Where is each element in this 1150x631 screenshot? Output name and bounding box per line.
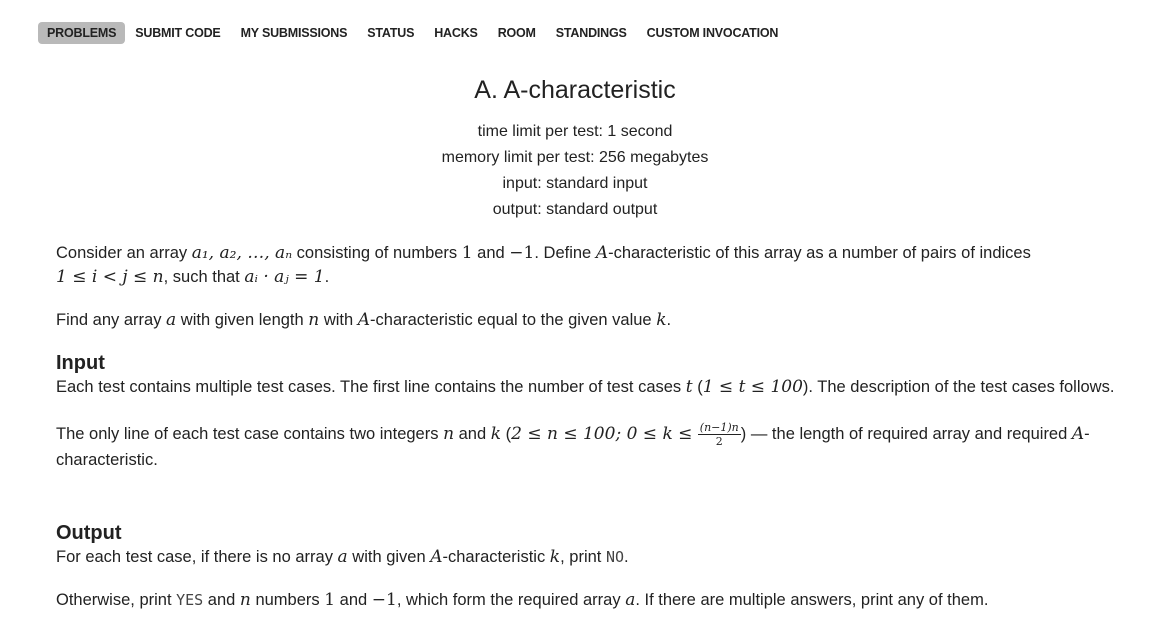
statement-paragraph xyxy=(56,308,1126,332)
math: 1 ≤ i < j ≤ n xyxy=(56,267,164,287)
text: , which form the required array xyxy=(396,591,626,609)
output-section-title: Output xyxy=(56,522,122,544)
text: . Define xyxy=(534,244,596,262)
problem-limits xyxy=(0,119,1150,223)
text: with xyxy=(319,311,358,329)
text: , such that xyxy=(163,268,245,286)
fraction-denominator: 2 xyxy=(715,435,723,448)
text: -characteristic of this array as a number of pairs of indices xyxy=(608,244,1031,262)
tab-problems[interactable]: PROBLEMS xyxy=(38,22,125,44)
text: and xyxy=(335,591,372,609)
output-paragraph xyxy=(56,545,1126,569)
time-limit: time limit per test: 1 second xyxy=(477,123,673,140)
math: k xyxy=(549,547,561,567)
text: Otherwise, print xyxy=(56,591,177,609)
input-specification xyxy=(56,351,1126,472)
text: with given length xyxy=(176,311,309,329)
text: . If there are multiple answers, print any of them. xyxy=(635,591,989,609)
statement-legend xyxy=(56,241,1126,332)
text: ( xyxy=(501,424,512,443)
math: k xyxy=(490,423,502,444)
input-paragraph xyxy=(56,375,1126,399)
math: aᵢ · aⱼ = 1 xyxy=(244,267,325,287)
tab-custom-invocation[interactable]: CUSTOM INVOCATION xyxy=(646,26,779,40)
math: A xyxy=(1071,423,1085,444)
tab-hacks[interactable]: HACKS xyxy=(434,26,478,40)
problem-title: A. A-characteristic xyxy=(474,76,676,104)
text: . xyxy=(324,268,330,286)
text: -characteristic equal to the given value xyxy=(370,311,657,329)
input-source: input: standard input xyxy=(502,175,648,192)
text: ). The description of the test cases follows. xyxy=(802,378,1115,396)
text: Find any array xyxy=(56,311,167,329)
math: a xyxy=(625,590,636,610)
math: A xyxy=(595,243,609,263)
tab-submit-code[interactable]: SUBMIT CODE xyxy=(135,26,221,40)
text: and xyxy=(203,591,240,609)
text: -characteristic. xyxy=(56,424,1090,469)
math: 1 xyxy=(324,590,336,610)
text: For each test case, if there is no array xyxy=(56,548,338,566)
text: consisting of numbers xyxy=(292,244,462,262)
input-section-title: Input xyxy=(56,352,105,374)
text: Each test contains multiple test cases. The first line contains the number of test cases xyxy=(56,378,686,396)
math: k xyxy=(656,310,667,330)
math: a₁, a₂, …, aₙ xyxy=(191,243,293,263)
statement-paragraph xyxy=(56,241,1126,289)
math: a xyxy=(337,547,348,567)
memory-limit: memory limit per test: 256 megabytes xyxy=(441,149,709,166)
problem-nav xyxy=(38,21,788,45)
output-paragraph xyxy=(56,588,1126,612)
text: Consider an array xyxy=(56,244,192,262)
code: YES xyxy=(176,591,204,609)
text: -characteristic xyxy=(442,548,550,566)
fraction-numerator: (n−1)n xyxy=(699,421,739,434)
math: t xyxy=(685,377,693,397)
tab-room[interactable]: ROOM xyxy=(497,26,536,40)
math: a xyxy=(166,310,177,330)
tab-my-submissions[interactable]: MY SUBMISSIONS xyxy=(240,26,348,40)
math: A xyxy=(357,310,371,330)
output-specification xyxy=(56,521,1126,612)
code: NO xyxy=(605,548,625,566)
text: with given xyxy=(347,548,431,566)
input-paragraph xyxy=(56,421,1126,472)
math: −1 xyxy=(509,243,535,263)
text: ) — the length of required array and required xyxy=(740,424,1072,443)
math: 2 ≤ n ≤ 100; 0 ≤ k ≤ xyxy=(511,423,698,444)
fraction xyxy=(698,421,741,448)
text: and xyxy=(472,244,510,262)
math: −1 xyxy=(371,590,397,610)
math: n xyxy=(308,310,320,330)
text: and xyxy=(454,424,491,443)
output-source: output: standard output xyxy=(492,201,658,218)
text: . xyxy=(666,311,672,329)
text: . xyxy=(624,548,629,566)
math: n xyxy=(443,423,455,444)
tab-standings[interactable]: STANDINGS xyxy=(555,26,627,40)
math: 1 xyxy=(461,243,473,263)
math: 1 ≤ t ≤ 100 xyxy=(702,377,803,397)
text: The only line of each test case contains two integers xyxy=(56,424,444,443)
text: ( xyxy=(692,378,703,396)
tab-status[interactable]: STATUS xyxy=(367,26,415,40)
text: , print xyxy=(560,548,606,566)
math: n xyxy=(239,590,251,610)
math: A xyxy=(430,547,443,567)
text: numbers xyxy=(250,591,325,609)
